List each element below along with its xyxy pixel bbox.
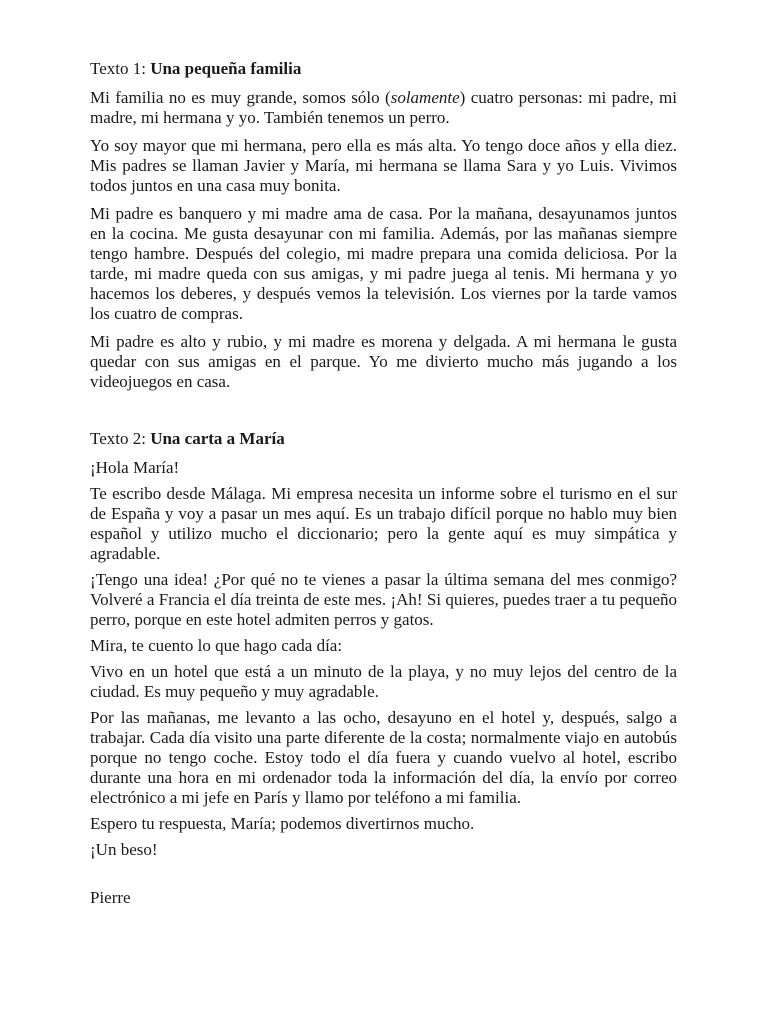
signature-spacer bbox=[90, 866, 677, 888]
texto-1-p1-part-b: ) cuatro personas: mi padre, mi madre, mi hermana y yo. También tenemos un perro. bbox=[90, 88, 677, 127]
texto-1-paragraph-3: Mi padre es banquero y mi madre ama de casa. Por la mañana, desayunamos juntos en la cocina. Me gusta desayunar con mi familia. Además, por las mañanas siempre tengo hambre. Después del colegio, mi madre prepara una comida deliciosa. Por la tarde, mi madre queda con sus amigas, y mi padre juega al tenis. Mi hermana y yo hacemos los deberes, y después vemos la televisión. Los viernes por la tarde vamos los cuatro de compras. bbox=[90, 204, 677, 323]
texto-1-p1-part-a: Mi familia no es muy grande, somos sólo ( bbox=[90, 88, 391, 107]
texto-1-section bbox=[90, 58, 677, 392]
texto-2-section bbox=[90, 428, 677, 908]
letter-paragraph-2: ¡Tengo una idea! ¿Por qué no te vienes a pasar la última semana del mes conmigo? Volveré a Francia el día treinta de este mes. ¡Ah! Si quieres, puedes traer a tu pequeño perro, porque en este hotel admiten perros y gatos. bbox=[90, 570, 677, 629]
letter-paragraph-3: Mira, te cuento lo que hago cada día: bbox=[90, 636, 343, 655]
texto-2-label: Texto 2: bbox=[90, 429, 151, 448]
texto-1-p1-emphasis: solamente bbox=[390, 88, 460, 107]
texto-1-paragraph-2: Yo soy mayor que mi hermana, pero ella es más alta. Yo tengo doce años y ella diez. Mis padres se llaman Javier y María, mi hermana se llama Sara y yo Luis. Vivimos todos juntos en una casa muy bonita. bbox=[90, 136, 677, 195]
texto-1-paragraph-1 bbox=[90, 88, 677, 128]
texto-1-paragraph-4: Mi padre es alto y rubio, y mi madre es morena y delgada. A mi hermana le gusta quedar con sus amigas en el parque. Yo me divierto mucho más jugando a los videojuegos en casa. bbox=[90, 332, 677, 391]
letter-greeting: ¡Hola María! bbox=[90, 458, 180, 477]
letter-signature: Pierre bbox=[90, 888, 131, 907]
letter-closing: ¡Un beso! bbox=[90, 840, 158, 859]
texto-2-heading bbox=[90, 428, 677, 450]
document-page bbox=[90, 58, 677, 914]
letter-paragraph-5: Por las mañanas, me levanto a las ocho, desayuno en el hotel y, después, salgo a trabajar. Cada día visito una parte diferente de la costa; normalmente viajo en autobús porque no tengo coche. Estoy todo el día fuera y cuando vuelvo al hotel, escribo durante una hora en mi ordenador toda la información del día, la envío por correo electrónico a mi jefe en París y llamo por teléfono a mi familia. bbox=[90, 708, 677, 807]
texto-1-label: Texto 1: bbox=[90, 59, 151, 78]
section-spacer bbox=[90, 400, 677, 428]
texto-2-title: Una carta a María bbox=[150, 429, 285, 448]
letter-paragraph-6: Espero tu respuesta, María; podemos divertirnos mucho. bbox=[90, 814, 475, 833]
letter-paragraph-1: Te escribo desde Málaga. Mi empresa necesita un informe sobre el turismo en el sur de España y voy a pasar un mes aquí. Es un trabajo difícil porque no hablo muy bien español y utilizo mucho el diccionario; pero la gente aquí es muy simpática y agradable. bbox=[90, 484, 677, 563]
texto-1-heading bbox=[90, 58, 677, 80]
letter-paragraph-4: Vivo en un hotel que está a un minuto de la playa, y no muy lejos del centro de la ciudad. Es muy pequeño y muy agradable. bbox=[90, 662, 677, 701]
texto-1-title: Una pequeña familia bbox=[150, 59, 302, 78]
